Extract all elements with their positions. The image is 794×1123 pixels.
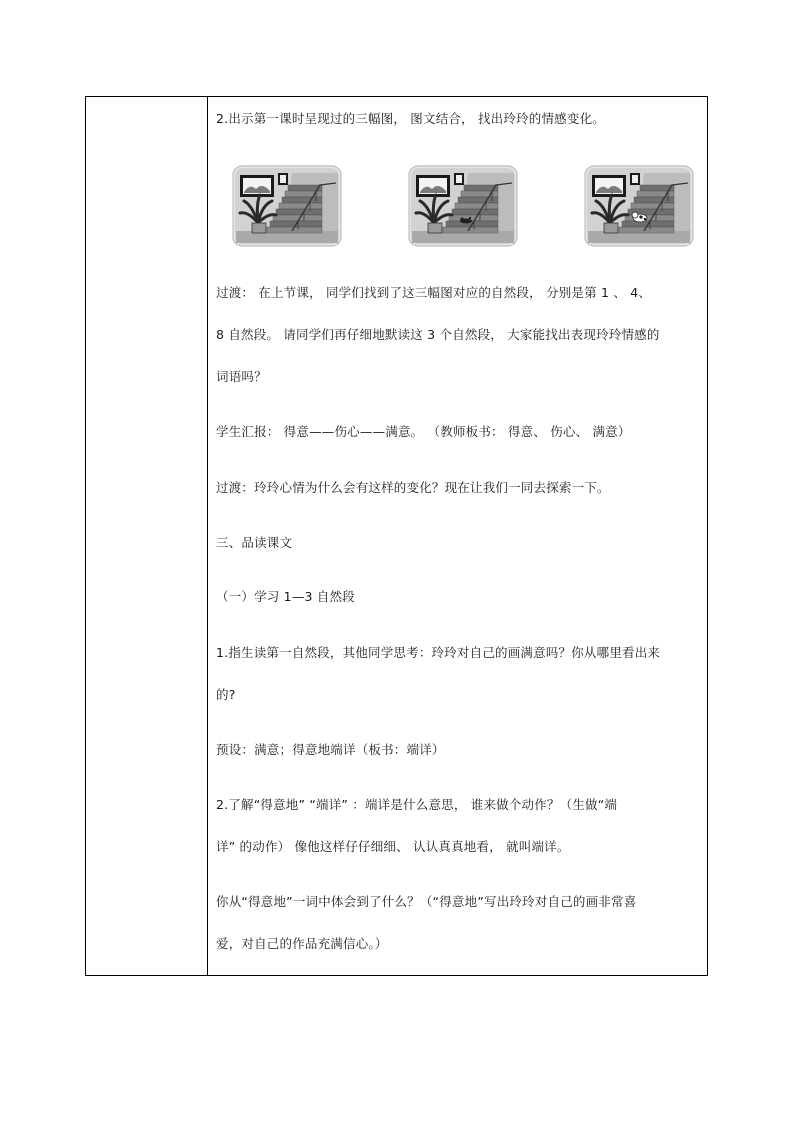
text-line-9: 1.指生读第一自然段，其他同学思考：玲玲对自己的画满意吗？你从哪里看出来 (216, 645, 661, 660)
stair-painting-illustration-1 (232, 165, 342, 247)
text-line-15: 爱，对自己的作品充满信心。） (216, 936, 388, 951)
text-line-12: 2.了解“得意地” “端详” ：端详是什么意思， 谁来做个动作？（生做“端 (216, 797, 618, 812)
text-line-5: 学生汇报： 得意——伤心——满意。 （教师板书： 得意、 伤心、 满意） (216, 424, 631, 439)
section-heading: 三、品读课文 (216, 535, 293, 550)
column-divider (207, 97, 208, 975)
text-line-6: 过渡：玲玲心情为什么会有这样的变化？现在让我们一同去探索一下。 (216, 480, 610, 495)
illustration-row (216, 165, 706, 249)
text-line-10: 的? (216, 687, 236, 702)
text-line-3: 8 自然段。 请同学们再仔细地默读这 3 个自然段， 大家能找出表现玲玲情感的 (216, 327, 660, 342)
stair-painting-illustration-2 (408, 165, 518, 247)
text-line-11: 预设：满意；得意地端详（板书：端详） (216, 742, 445, 757)
stair-painting-illustration-3 (584, 165, 694, 247)
lesson-table (85, 96, 708, 976)
text-line-2: 过渡： 在上节课， 同学们找到了这三幅图对应的自然段， 分别是第 1 、 4、 (216, 285, 652, 300)
left-cell (86, 97, 207, 975)
text-line-4: 词语吗？ (216, 369, 267, 384)
text-line-1: 2.出示第一课时呈现过的三幅图， 图文结合， 找出玲玲的情感变化。 (216, 111, 605, 126)
text-line-13: 详” 的动作） 像他这样仔仔细细、 认认真真地看， 就叫端详。 (216, 839, 570, 854)
subsection-heading: （一）学习 1—3 自然段 (216, 589, 355, 604)
text-line-14: 你从“得意地”一词中体会到了什么？（“得意地”写出玲玲对自己的画非常喜 (216, 894, 637, 909)
